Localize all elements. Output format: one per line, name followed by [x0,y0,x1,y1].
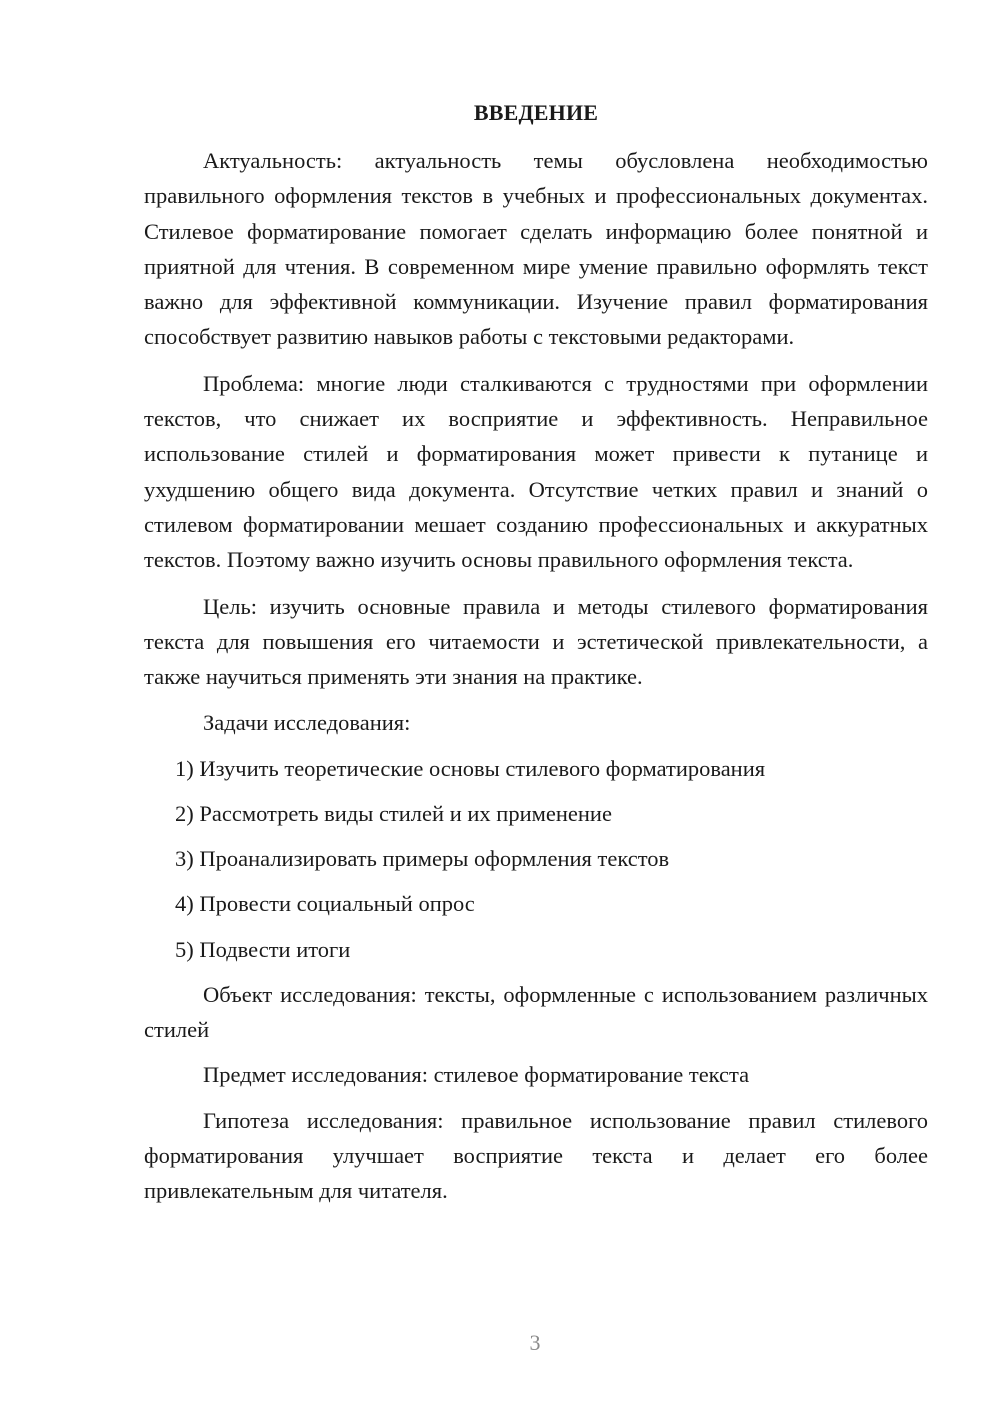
tasks-list [144,751,928,967]
task-item-5: 5) Подвести итоги [175,936,351,962]
goal-paragraph: Цель: изучить основные правила и методы стилевого форматирования текста для повышения его читаемости и эстетической привлекательности, а также научиться применять эти знания на практике. [144,593,928,690]
task-item-4: 4) Провести социальный опрос [175,891,475,917]
page-number: 3 [529,1330,541,1355]
tasks-heading: Задачи исследования: [203,710,411,736]
relevance-paragraph: Актуальность: актуальность темы обусловлена необходимостью правильного оформления текстов в учебных и профессиональных документах. Стилевое форматирование помогает сделать информацию более понятной и приятной для чтения. В современном мире умение правильно оформлять текст важно для эффективной коммуникации. Изучение правил форматирования способствует развитию навыков работы с текстовыми редакторами. [144,148,928,350]
task-item-1: 1) Изучить теоретические основы стилевого форматирования [175,755,766,781]
task-item-3: 3) Проанализировать примеры оформления текстов [175,846,670,872]
subject-paragraph: Предмет исследования: стилевое форматирование текста [203,1062,750,1088]
document-body [144,95,928,1219]
page-title: ВВЕДЕНИЕ [473,100,599,125]
problem-paragraph: Проблема: многие люди сталкиваются с трудностями при оформлении текстов, что снижает их восприятие и эффективность. Неправильное использование стилей и форматирования может привести к путанице и ухудшению общего вида документа. Отсутствие четких правил и знаний о стилевом форматировании мешает созданию профессиональных и аккуратных текстов. Поэтому важно изучить основы правильного оформления текста. [144,370,928,573]
object-paragraph: Объект исследования: тексты, оформленные с использованием различных стилей [144,981,928,1042]
hypothesis-paragraph: Гипотеза исследования: правильное использование правил стилевого форматирования улучшает восприятие текста и делает его более привлекательным для читателя. [144,1107,928,1204]
task-item-2: 2) Рассмотреть виды стилей и их применение [175,800,612,826]
